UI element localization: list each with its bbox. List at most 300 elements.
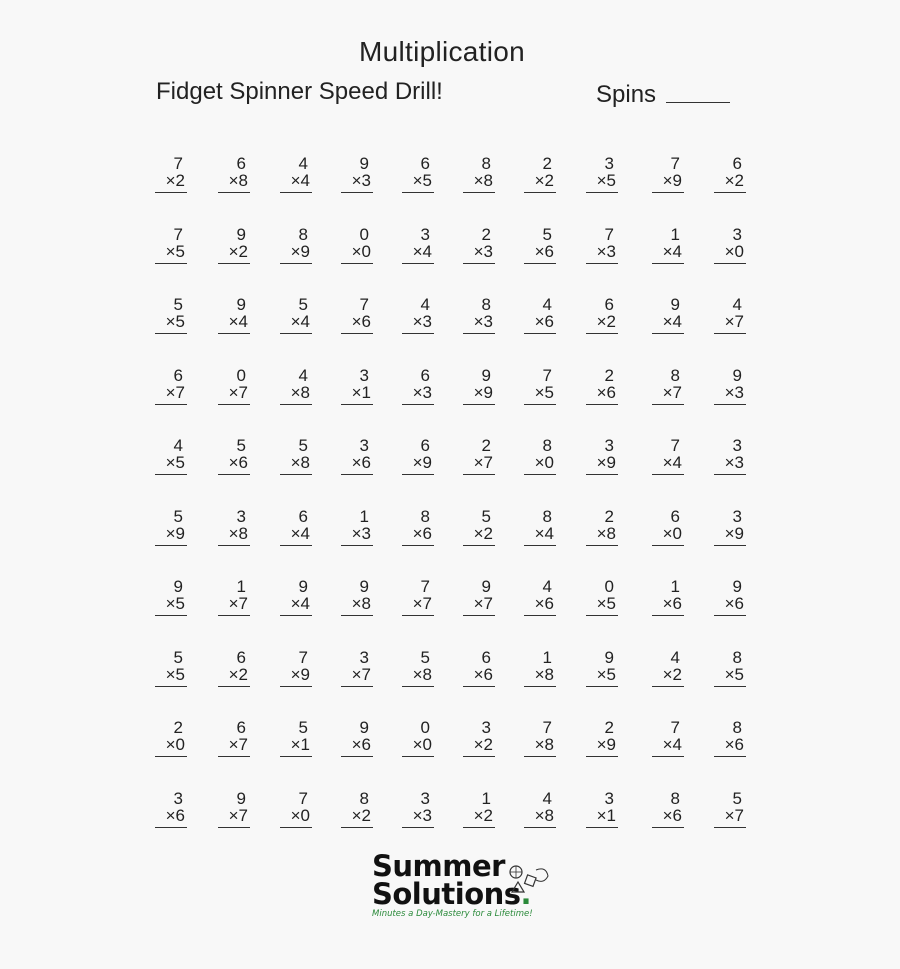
answer-line — [463, 545, 495, 546]
multiplication-problem — [463, 508, 495, 542]
problem-multiplicand: 1 — [236, 577, 246, 596]
problem-multiplier — [714, 525, 746, 542]
problem-multiplier-value: 6 — [544, 594, 554, 613]
multiplication-problem — [463, 719, 495, 753]
problem-multiplier-value: 3 — [422, 806, 432, 825]
answer-line — [524, 827, 556, 828]
problem-multiplicand: 6 — [670, 507, 680, 526]
multiplication-problem — [714, 578, 746, 612]
problem-multiplier — [524, 313, 556, 330]
times-sign: × — [534, 453, 545, 472]
times-sign: × — [662, 665, 673, 684]
problem-multiplicand: 7 — [542, 366, 552, 385]
problem-multiplier-value: 0 — [544, 453, 554, 472]
times-sign: × — [534, 171, 545, 190]
problem-multiplicand: 9 — [359, 718, 369, 737]
problem-multiplier-value: 9 — [422, 453, 432, 472]
answer-line — [586, 192, 618, 193]
answer-line — [586, 756, 618, 757]
problem-multiplicand: 9 — [732, 366, 742, 385]
answer-line — [280, 263, 312, 264]
problem-multiplier — [524, 807, 556, 824]
times-sign: × — [724, 806, 735, 825]
answer-line — [280, 827, 312, 828]
problem-multiplier — [652, 384, 684, 401]
problem-multiplier — [341, 666, 373, 683]
problem-multiplier — [155, 454, 187, 471]
answer-line — [218, 686, 250, 687]
problem-multiplier-value: 9 — [606, 735, 616, 754]
problem-multiplicand: 9 — [359, 577, 369, 596]
problem-multiplicand: 6 — [420, 154, 430, 173]
problem-multiplier-value: 2 — [672, 665, 682, 684]
problem-multiplicand: 6 — [173, 366, 183, 385]
answer-line — [586, 474, 618, 475]
answer-line — [155, 192, 187, 193]
problem-multiplier — [524, 736, 556, 753]
problem-multiplicand: 9 — [670, 295, 680, 314]
answer-line — [402, 756, 434, 757]
times-sign: × — [412, 242, 423, 261]
answer-line — [155, 615, 187, 616]
problem-multiplier — [341, 736, 373, 753]
problem-multiplier — [341, 525, 373, 542]
logo-word-solutions: Solutions. — [372, 877, 532, 911]
answer-line — [586, 545, 618, 546]
times-sign: × — [662, 171, 673, 190]
problem-multiplicand: 7 — [298, 789, 308, 808]
problem-multiplicand: 4 — [173, 436, 183, 455]
multiplication-problem — [586, 649, 618, 683]
problem-multiplier-value: 5 — [422, 171, 432, 190]
times-sign: × — [596, 171, 607, 190]
multiplication-problem — [463, 296, 495, 330]
answer-line — [280, 404, 312, 405]
times-sign: × — [724, 594, 735, 613]
times-sign: × — [596, 242, 607, 261]
answer-line — [463, 686, 495, 687]
problem-multiplier — [714, 595, 746, 612]
multiplication-problem — [652, 226, 684, 260]
answer-line — [524, 756, 556, 757]
problem-multiplier-value: 4 — [672, 735, 682, 754]
problem-multiplicand: 8 — [359, 789, 369, 808]
multiplication-problem — [524, 719, 556, 753]
problem-multiplicand: 8 — [298, 225, 308, 244]
problem-multiplier-value: 9 — [483, 383, 493, 402]
problem-multiplier-value: 8 — [606, 524, 616, 543]
problem-multiplier — [714, 454, 746, 471]
times-sign: × — [724, 735, 735, 754]
problem-multiplier-value: 4 — [672, 312, 682, 331]
problem-multiplicand: 9 — [236, 225, 246, 244]
problem-multiplier — [714, 807, 746, 824]
multiplication-problem — [341, 296, 373, 330]
answer-line — [714, 756, 746, 757]
multiplication-problem — [524, 296, 556, 330]
times-sign: × — [596, 594, 607, 613]
problem-multiplicand: 8 — [542, 507, 552, 526]
problem-multiplicand: 4 — [298, 154, 308, 173]
problem-multiplier-value: 4 — [300, 524, 310, 543]
times-sign: × — [412, 312, 423, 331]
times-sign: × — [290, 171, 301, 190]
multiplication-problem — [280, 155, 312, 189]
answer-line — [218, 333, 250, 334]
multiplication-problem — [524, 226, 556, 260]
times-sign: × — [596, 524, 607, 543]
problem-multiplier — [218, 243, 250, 260]
answer-line — [463, 474, 495, 475]
problem-multiplier-value: 1 — [300, 735, 310, 754]
times-sign: × — [351, 665, 362, 684]
problem-multiplicand: 3 — [604, 154, 614, 173]
answer-line — [402, 192, 434, 193]
problem-multiplicand: 4 — [542, 295, 552, 314]
problem-multiplicand: 8 — [420, 507, 430, 526]
logo-word-summer: Summer — [372, 849, 505, 883]
multiplication-problem — [586, 226, 618, 260]
problem-multiplicand: 7 — [420, 577, 430, 596]
times-sign: × — [662, 312, 673, 331]
problem-multiplier-value: 4 — [422, 242, 432, 261]
problem-multiplier — [524, 525, 556, 542]
times-sign: × — [228, 594, 239, 613]
problem-multiplier-value: 3 — [483, 312, 493, 331]
times-sign: × — [412, 594, 423, 613]
problem-multiplier — [714, 243, 746, 260]
answer-line — [524, 333, 556, 334]
multiplication-problem — [218, 437, 250, 471]
answer-line — [586, 686, 618, 687]
multiplication-problem — [280, 226, 312, 260]
problem-multiplier-value: 7 — [238, 806, 248, 825]
times-sign: × — [290, 453, 301, 472]
times-sign: × — [165, 524, 176, 543]
answer-line — [402, 333, 434, 334]
times-sign: × — [165, 665, 176, 684]
multiplication-problem — [652, 296, 684, 330]
logo-green-dot: . — [520, 877, 532, 911]
problem-multiplier — [524, 595, 556, 612]
problem-multiplier-value: 8 — [544, 735, 554, 754]
spins-answer-line — [666, 102, 730, 103]
multiplication-problem — [586, 790, 618, 824]
times-sign: × — [662, 383, 673, 402]
times-sign: × — [473, 524, 484, 543]
problem-multiplicand: 3 — [732, 225, 742, 244]
multiplication-problem — [714, 226, 746, 260]
problem-multiplier — [463, 666, 495, 683]
multiplication-problem — [280, 508, 312, 542]
multiplication-problem — [155, 719, 187, 753]
times-sign: × — [473, 312, 484, 331]
answer-line — [402, 615, 434, 616]
problem-multiplicand: 4 — [732, 295, 742, 314]
times-sign: × — [290, 383, 301, 402]
problem-multiplicand: 2 — [604, 507, 614, 526]
problem-multiplier — [155, 807, 187, 824]
problem-multiplier-value: 4 — [672, 242, 682, 261]
multiplication-problem — [463, 437, 495, 471]
multiplication-problem — [218, 296, 250, 330]
multiplication-problem — [652, 155, 684, 189]
problem-multiplier — [652, 313, 684, 330]
times-sign: × — [534, 242, 545, 261]
problem-multiplier-value: 6 — [422, 524, 432, 543]
multiplication-problem — [280, 790, 312, 824]
answer-line — [714, 686, 746, 687]
times-sign: × — [534, 806, 545, 825]
answer-line — [341, 686, 373, 687]
problem-multiplier-value: 5 — [606, 171, 616, 190]
answer-line — [586, 827, 618, 828]
multiplication-problem — [463, 649, 495, 683]
problem-multiplicand: 2 — [604, 366, 614, 385]
times-sign: × — [165, 312, 176, 331]
multiplication-problem — [155, 649, 187, 683]
multiplication-problem — [652, 367, 684, 401]
problem-multiplier-value: 7 — [238, 735, 248, 754]
times-sign: × — [596, 383, 607, 402]
problem-multiplier-value: 9 — [606, 453, 616, 472]
problem-multiplier — [402, 172, 434, 189]
problem-multiplier-value: 6 — [361, 312, 371, 331]
problem-multiplicand: 5 — [236, 436, 246, 455]
multiplication-problem — [155, 296, 187, 330]
times-sign: × — [724, 524, 735, 543]
problem-multiplier-value: 0 — [300, 806, 310, 825]
answer-line — [586, 404, 618, 405]
problem-multiplier — [402, 313, 434, 330]
problem-multiplicand: 2 — [481, 436, 491, 455]
problem-multiplicand: 8 — [481, 154, 491, 173]
problem-multiplier-value: 5 — [734, 665, 744, 684]
problem-multiplicand: 4 — [542, 789, 552, 808]
times-sign: × — [290, 242, 301, 261]
answer-line — [341, 404, 373, 405]
problem-multiplier-value: 3 — [361, 524, 371, 543]
multiplication-problem — [341, 367, 373, 401]
times-sign: × — [351, 312, 362, 331]
times-sign: × — [534, 735, 545, 754]
answer-line — [524, 263, 556, 264]
multiplication-problem — [463, 578, 495, 612]
multiplication-problem — [714, 296, 746, 330]
answer-line — [218, 545, 250, 546]
answer-line — [652, 474, 684, 475]
problem-multiplicand: 5 — [542, 225, 552, 244]
answer-line — [341, 192, 373, 193]
multiplication-problem — [341, 719, 373, 753]
problem-multiplier-value: 8 — [483, 171, 493, 190]
problem-multiplier-value: 9 — [300, 242, 310, 261]
times-sign: × — [165, 806, 176, 825]
problem-multiplicand: 6 — [236, 718, 246, 737]
problem-multiplier — [586, 595, 618, 612]
problem-multiplier-value: 2 — [606, 312, 616, 331]
multiplication-problem — [218, 155, 250, 189]
problem-multiplicand: 2 — [542, 154, 552, 173]
problem-multiplier — [218, 736, 250, 753]
multiplication-problem — [280, 649, 312, 683]
problem-multiplier-value: 2 — [361, 806, 371, 825]
answer-line — [586, 333, 618, 334]
problem-multiplier-value: 6 — [361, 453, 371, 472]
times-sign: × — [412, 171, 423, 190]
multiplication-problem — [714, 155, 746, 189]
problem-multiplicand: 8 — [670, 366, 680, 385]
multiplication-problem — [402, 790, 434, 824]
problem-multiplier — [652, 243, 684, 260]
multiplication-problem — [155, 367, 187, 401]
problem-multiplier-value: 6 — [734, 735, 744, 754]
problem-multiplier-value: 3 — [734, 383, 744, 402]
answer-line — [218, 263, 250, 264]
problem-multiplier — [341, 384, 373, 401]
problem-multiplier — [218, 172, 250, 189]
problem-multiplier — [586, 384, 618, 401]
summer-solutions-logo — [372, 849, 552, 930]
times-sign: × — [724, 383, 735, 402]
problem-multiplicand: 9 — [298, 577, 308, 596]
problem-multiplier-value: 5 — [175, 665, 185, 684]
multiplication-problem — [524, 508, 556, 542]
multiplication-problem — [218, 719, 250, 753]
problem-multiplier — [652, 595, 684, 612]
problem-multiplier — [341, 807, 373, 824]
multiplication-problem — [341, 790, 373, 824]
answer-line — [155, 333, 187, 334]
multiplication-problem — [586, 367, 618, 401]
times-sign: × — [412, 806, 423, 825]
answer-line — [402, 545, 434, 546]
multiplication-problem — [586, 155, 618, 189]
answer-line — [714, 192, 746, 193]
problem-multiplicand: 8 — [670, 789, 680, 808]
times-sign: × — [228, 453, 239, 472]
problem-multiplicand: 4 — [420, 295, 430, 314]
answer-line — [524, 615, 556, 616]
problem-multiplier-value: 4 — [300, 171, 310, 190]
problem-multiplicand: 9 — [173, 577, 183, 596]
problem-multiplier-value: 0 — [422, 735, 432, 754]
answer-line — [524, 404, 556, 405]
answer-line — [463, 615, 495, 616]
times-sign: × — [165, 242, 176, 261]
times-sign: × — [596, 806, 607, 825]
problem-multiplier — [463, 243, 495, 260]
problem-multiplier-value: 7 — [238, 383, 248, 402]
problem-multiplicand: 9 — [732, 577, 742, 596]
answer-line — [155, 263, 187, 264]
times-sign: × — [534, 594, 545, 613]
times-sign: × — [534, 524, 545, 543]
problem-multiplier — [402, 243, 434, 260]
problem-multiplier — [652, 807, 684, 824]
times-sign: × — [228, 735, 239, 754]
problem-multiplicand: 1 — [359, 507, 369, 526]
problem-multiplier-value: 5 — [544, 383, 554, 402]
answer-line — [524, 474, 556, 475]
problem-multiplier — [218, 454, 250, 471]
problem-multiplier-value: 3 — [422, 383, 432, 402]
times-sign: × — [165, 383, 176, 402]
answer-line — [402, 686, 434, 687]
answer-line — [155, 827, 187, 828]
problem-multiplier-value: 8 — [238, 524, 248, 543]
problem-multiplicand: 5 — [732, 789, 742, 808]
problem-multiplier — [714, 172, 746, 189]
times-sign: × — [351, 806, 362, 825]
problem-multiplicand: 2 — [604, 718, 614, 737]
multiplication-problem — [341, 437, 373, 471]
problem-multiplier — [280, 807, 312, 824]
problem-multiplicand: 6 — [732, 154, 742, 173]
problem-multiplier-value: 2 — [544, 171, 554, 190]
problem-multiplicand: 4 — [542, 577, 552, 596]
problem-multiplicand: 1 — [481, 789, 491, 808]
multiplication-problem — [652, 649, 684, 683]
problem-multiplicand: 3 — [481, 718, 491, 737]
multiplication-problem — [155, 508, 187, 542]
answer-line — [652, 404, 684, 405]
multiplication-problem — [463, 367, 495, 401]
times-sign: × — [228, 665, 239, 684]
problem-multiplier-value: 9 — [672, 171, 682, 190]
logo-tagline: Minutes a Day-Mastery for a Lifetime! — [372, 909, 533, 919]
problem-multiplicand: 2 — [173, 718, 183, 737]
problem-multiplier — [218, 666, 250, 683]
problem-multiplier — [155, 736, 187, 753]
problem-multiplier-value: 0 — [672, 524, 682, 543]
problem-multiplier — [280, 454, 312, 471]
problem-multiplier — [402, 454, 434, 471]
problem-multiplicand: 9 — [236, 789, 246, 808]
multiplication-problem — [280, 719, 312, 753]
times-sign: × — [596, 735, 607, 754]
problem-multiplier — [463, 736, 495, 753]
times-sign: × — [662, 735, 673, 754]
problem-multiplier — [402, 666, 434, 683]
problem-multiplier-value: 6 — [734, 594, 744, 613]
problem-multiplier-value: 4 — [238, 312, 248, 331]
problem-multiplier — [402, 384, 434, 401]
problem-multiplicand: 6 — [604, 295, 614, 314]
multiplication-problem — [402, 367, 434, 401]
times-sign: × — [351, 524, 362, 543]
problem-multiplier — [280, 525, 312, 542]
times-sign: × — [351, 453, 362, 472]
problem-multiplier-value: 2 — [175, 171, 185, 190]
answer-line — [652, 615, 684, 616]
multiplication-problem — [341, 508, 373, 542]
times-sign: × — [351, 383, 362, 402]
multiplication-problem — [341, 578, 373, 612]
problem-multiplier — [218, 384, 250, 401]
times-sign: × — [596, 665, 607, 684]
multiplication-problem — [714, 508, 746, 542]
times-sign: × — [351, 594, 362, 613]
problem-multiplicand: 6 — [236, 648, 246, 667]
multiplication-problem — [714, 790, 746, 824]
multiplication-problem — [280, 296, 312, 330]
problem-multiplier-value: 6 — [238, 453, 248, 472]
times-sign: × — [662, 594, 673, 613]
problem-multiplier — [218, 807, 250, 824]
problem-multiplier-value: 6 — [672, 594, 682, 613]
spins-field — [596, 81, 730, 109]
